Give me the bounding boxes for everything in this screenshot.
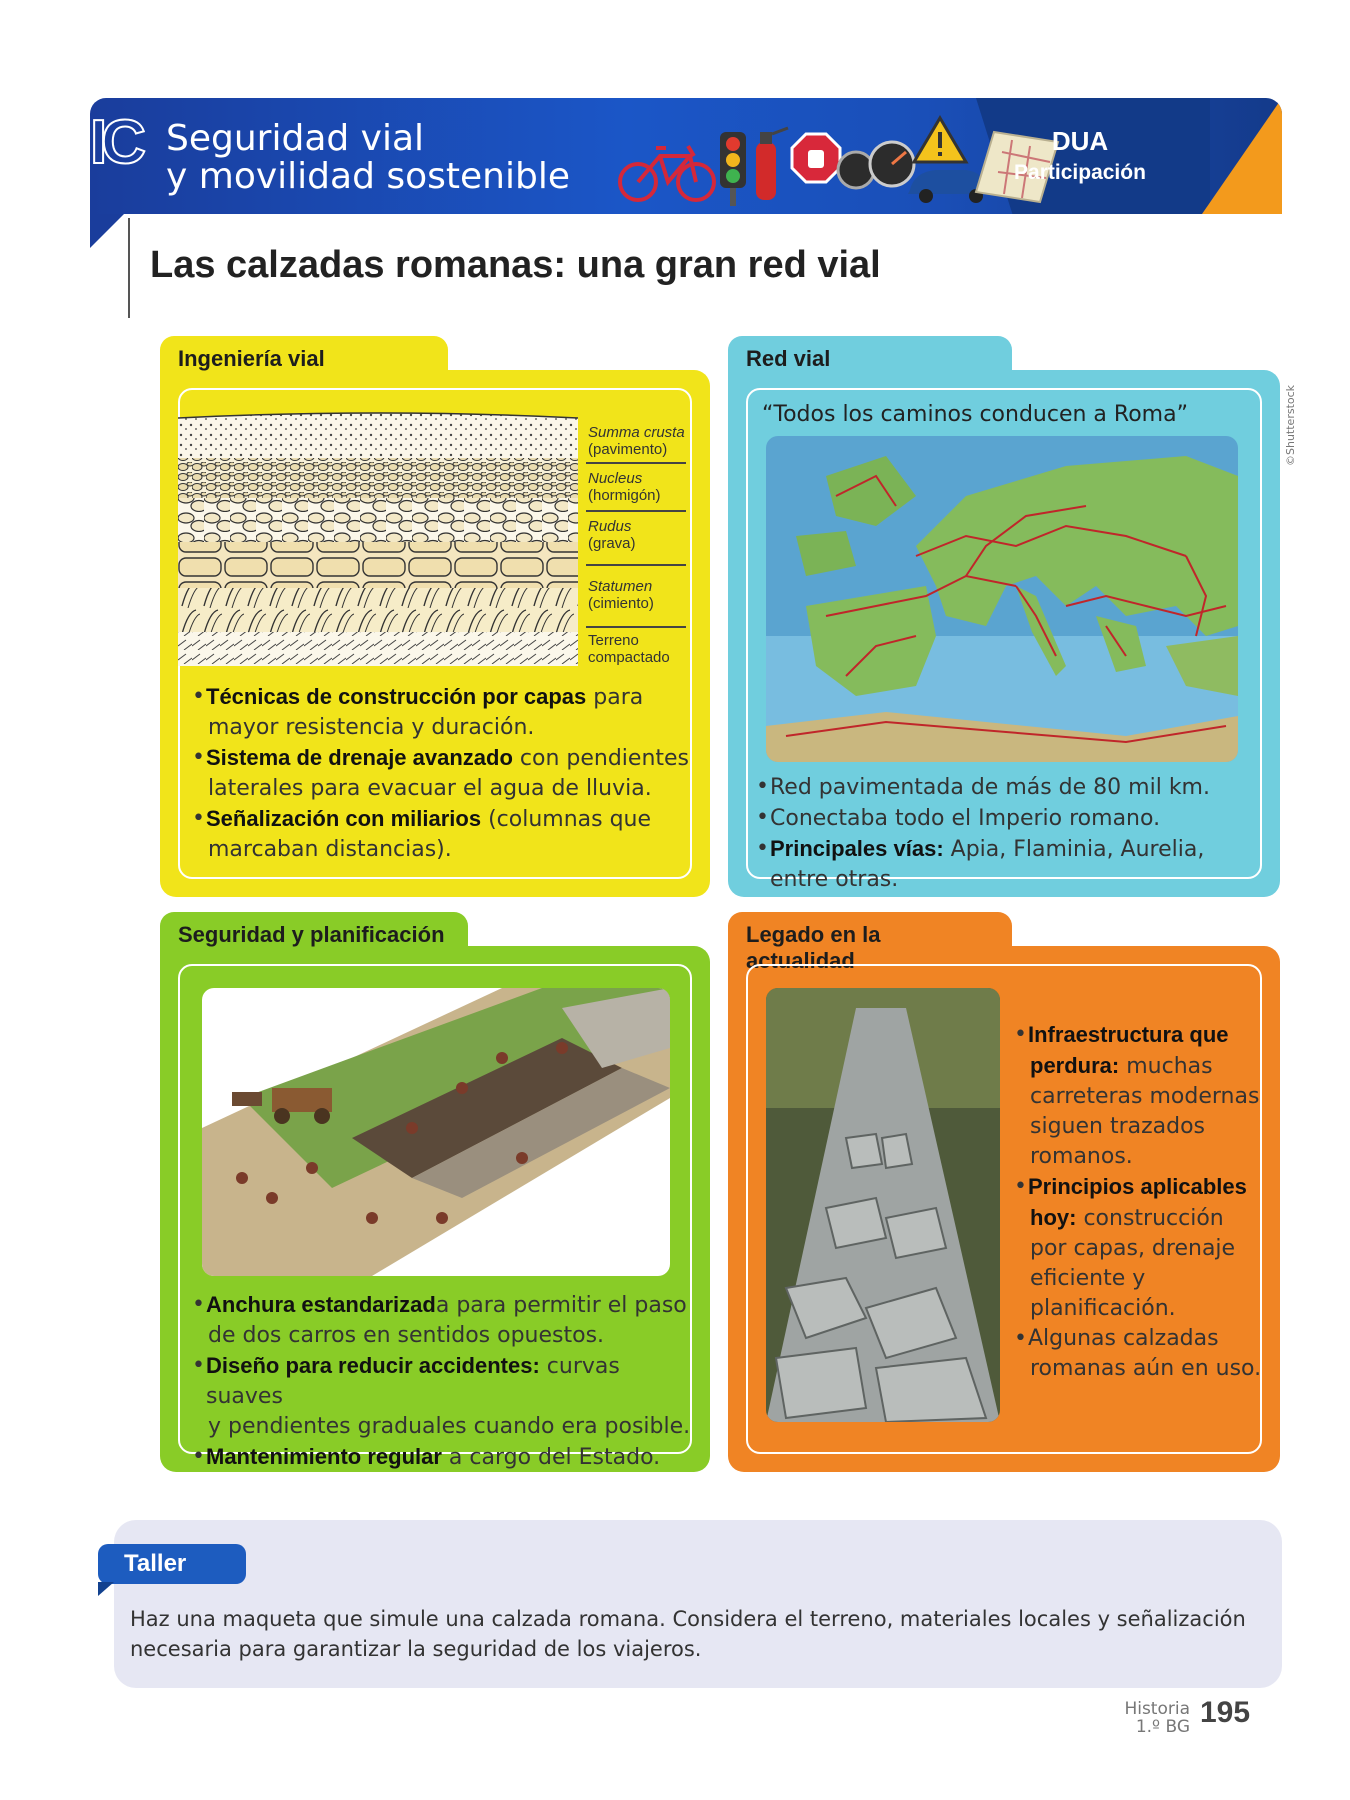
- dua-badge-title: DUA: [1051, 126, 1109, 156]
- bicycle-icon: [620, 146, 714, 200]
- layer-name: Statumen: [588, 578, 653, 595]
- traffic-light-icon: [720, 132, 746, 206]
- layer-desc: (hormigón): [588, 487, 661, 504]
- taller-label-fold: [98, 1582, 114, 1596]
- list-item: • Red pavimentada de más de 80 mil km.: [758, 772, 1268, 803]
- stop-sign-icon: [792, 134, 840, 182]
- list-item: • Principios aplicables hoy: construcción por capas, drenaje eficiente y planificación.: [1016, 1172, 1266, 1324]
- layer-divider: [586, 510, 686, 512]
- ic-logo: IC: [90, 108, 140, 177]
- section-title-line2: y movilidad sostenible: [166, 156, 570, 197]
- list-item: • Mantenimiento regular a cargo del Estado.: [194, 1442, 694, 1473]
- section-title: [166, 120, 570, 196]
- layer-divider: [586, 626, 686, 628]
- list-item: • Sistema de drenaje avanzado con pendientes laterales para evacuar el agua de lluvia.: [194, 743, 694, 804]
- dua-badge-subtitle: Participación: [1014, 161, 1146, 184]
- fire-extinguisher-icon: [756, 128, 788, 200]
- layer-name: Nucleus: [588, 470, 643, 487]
- card-tab-legado: Legado en la actualidad: [728, 912, 1012, 962]
- taller-label: Taller: [98, 1544, 246, 1584]
- list-item: • Técnicas de construcción por capas para mayor resistencia y duración.: [194, 682, 694, 743]
- layer-label-summa-crusta: [588, 424, 688, 458]
- warning-sign-icon: [914, 118, 966, 162]
- card-tab-ingenieria-vial: Ingeniería vial: [160, 336, 448, 386]
- layer-label-nucleus: [588, 470, 688, 504]
- photo-credit-text: ©Shutterstock: [1284, 384, 1297, 466]
- list-item: • Señalización con miliarios (columnas que marcaban distancias).: [194, 804, 694, 865]
- roma-quote: “Todos los caminos conducen a Roma”: [762, 402, 1188, 427]
- banner-orange-corner: [1202, 98, 1282, 214]
- layer-label-rudus: [588, 518, 688, 552]
- roman-roads-map: [766, 436, 1238, 762]
- footer-grade: 1.º BG: [1135, 1717, 1190, 1737]
- page-title: Las calzadas romanas: una gran red vial: [150, 244, 881, 286]
- card-tab-red-vial: Red vial: [728, 336, 1012, 386]
- roman-road-photo: [766, 988, 1000, 1422]
- list-item: • Infraestructura que perdura: muchas carreteras modernas siguen trazados romanos.: [1016, 1020, 1266, 1172]
- card-tab-seguridad: Seguridad y planificación: [160, 912, 468, 962]
- banner-fold: [90, 214, 124, 248]
- layer-desc: Terreno compactado: [588, 632, 670, 666]
- road-layers-diagram: [178, 412, 578, 666]
- dua-badge: [990, 126, 1170, 185]
- seguridad-bullets: [194, 1290, 694, 1473]
- ingenieria-bullets: [194, 682, 694, 865]
- list-item: • Diseño para reducir accidentes: curvas suaves y pendientes graduales cuando era posible.: [194, 1351, 694, 1442]
- layer-name: Rudus: [588, 518, 632, 535]
- footer-subject-name: Historia: [1124, 1699, 1190, 1719]
- layer-divider: [586, 462, 686, 464]
- title-side-rule: [128, 218, 130, 318]
- header-banner: [90, 98, 1282, 214]
- taller-instructions: Haz una maqueta que simule una calzada romana. Considera el terreno, materiales locales y señalización necesaria para garantizar la seguridad de los viajeros.: [130, 1607, 1246, 1661]
- road-construction-illustration: [202, 988, 670, 1276]
- red-vial-bullets: [758, 772, 1268, 895]
- list-item: • Conectaba todo el Imperio romano.: [758, 803, 1268, 834]
- list-item: • Anchura estandarizada para permitir el paso de dos carros en sentidos opuestos.: [194, 1290, 694, 1351]
- footer-subject: [1100, 1700, 1190, 1736]
- page-number: 195: [1200, 1696, 1251, 1729]
- layer-name: Summa crusta: [588, 424, 685, 441]
- section-title-line1: Seguridad vial: [166, 118, 425, 159]
- legado-bullets: [1016, 1020, 1266, 1384]
- layer-divider: [586, 564, 686, 566]
- layer-label-statumen: [588, 578, 688, 612]
- layer-desc: (cimiento): [588, 595, 654, 612]
- list-item: • Algunas calzadas romanas aún en uso.: [1016, 1324, 1266, 1384]
- list-item: • Principales vías: Apia, Flaminia, Aurelia, entre otras.: [758, 834, 1268, 895]
- layer-label-terreno: [588, 632, 688, 666]
- photo-credit: [1284, 376, 1300, 466]
- layer-desc: (grava): [588, 535, 636, 552]
- layer-desc: (pavimento): [588, 441, 668, 458]
- speedometer-icon: [838, 142, 914, 188]
